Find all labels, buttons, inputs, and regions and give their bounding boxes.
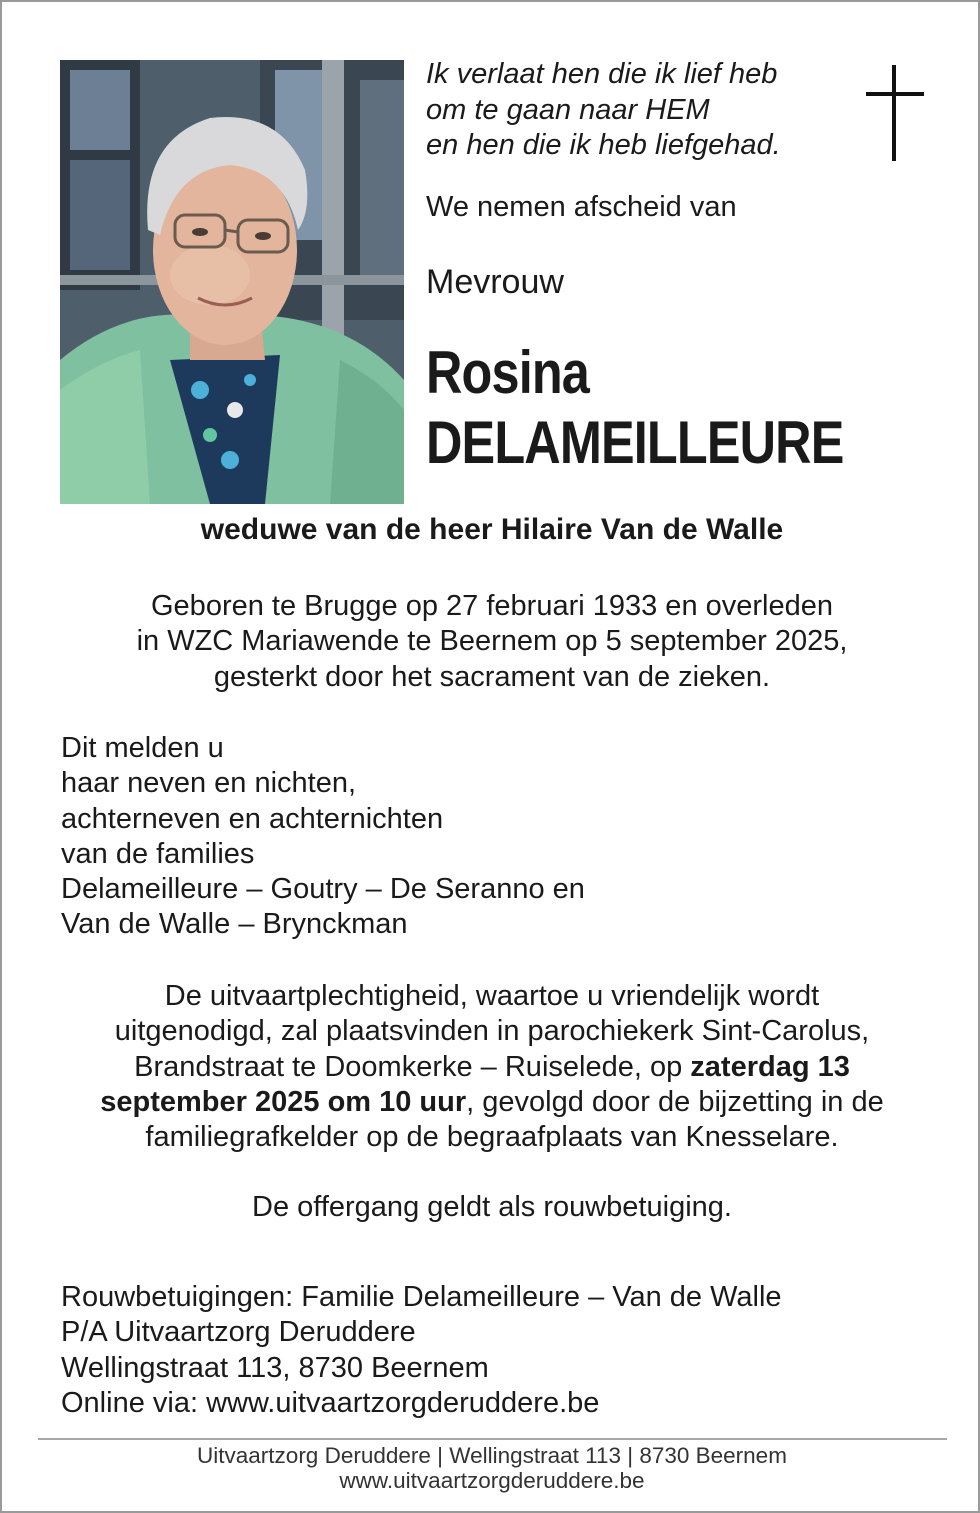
portrait-illustration [60, 60, 404, 504]
announcer-line: Dit melden u [61, 732, 224, 764]
contact-line: P/A Uitvaartzorg Deruddere [61, 1316, 416, 1349]
contact-line: Rouwbetuigingen: Familie Delameilleure – Van de Walle [61, 1281, 782, 1313]
detail-line: gesterkt door het sacrament van de zieken. [213, 660, 771, 693]
footer-address: Uitvaartzorg Deruddere | Wellingstraat 113 | 8730 Beernem [197, 1443, 787, 1468]
announcer-line: van de families [61, 837, 255, 870]
detail-line: in WZC Mariawende te Beernem op 5 september 2025, [136, 625, 848, 658]
portrait-photo [60, 60, 404, 504]
quote-line: Ik verlaat hen die ik lief heb [426, 58, 778, 90]
ceremony-details [2, 979, 980, 1155]
offering-note: De offergang geldt als rouwbetuiging. [252, 1191, 732, 1223]
widow-line: weduwe van de heer Hilaire Van de Walle [200, 513, 784, 546]
announcer-line: achterneven en achternichten [61, 802, 444, 835]
ceremony-line: De uitvaartplechtigheid, waartoe u vriendelijk wordt [164, 980, 820, 1012]
quote-line: en hen die ik heb liefgehad. [426, 129, 781, 161]
memorial-quote [426, 57, 846, 164]
contact-website[interactable]: Online via: www.uitvaartzorgderuddere.be [61, 1386, 600, 1419]
contact-line: Wellingstraat 113, 8730 Beernem [61, 1351, 489, 1384]
salutation: Mevrouw [426, 263, 564, 301]
ceremony-text: , gevolgd door de bijzetting in de [466, 1085, 884, 1118]
ceremony-line: uitgenodigd, zal plaatsvinden in parochiekerk Sint-Carolus, [114, 1015, 870, 1048]
ceremony-line [2, 1050, 980, 1085]
ceremony-line [2, 1085, 980, 1120]
quote-line: om te gaan naar HEM [426, 93, 710, 126]
condolence-contact [61, 1280, 782, 1421]
ceremony-line: familiegrafkelder op de begraafplaats van Knesselare. [145, 1121, 839, 1154]
announcers-list [61, 731, 585, 943]
deceased-name [426, 338, 843, 478]
announcer-line: haar neven en nichten, [61, 767, 357, 800]
announcer-line: Van de Walle – Brynckman [61, 908, 408, 941]
footer-divider [38, 1438, 947, 1440]
detail-line: Geboren te Brugge op 27 februari 1933 en overleden [151, 590, 833, 622]
last-name: DELAMEILLEURE [426, 409, 844, 476]
ceremony-date-time: september 2025 om 10 uur [100, 1085, 467, 1118]
footer-website-link[interactable]: www.uitvaartzorgderuddere.be [339, 1468, 645, 1493]
farewell-intro: We nemen afscheid van [426, 191, 737, 223]
ceremony-date: zaterdag 13 [690, 1050, 850, 1083]
footer [2, 1443, 980, 1493]
first-name: Rosina [426, 339, 589, 406]
cross-icon [866, 65, 924, 161]
birth-death-details [2, 589, 980, 695]
ceremony-text: Brandstraat te Doomkerke – Ruiselede, op [134, 1050, 691, 1083]
announcer-line: Delameilleure – Goutry – De Seranno en [61, 873, 585, 906]
